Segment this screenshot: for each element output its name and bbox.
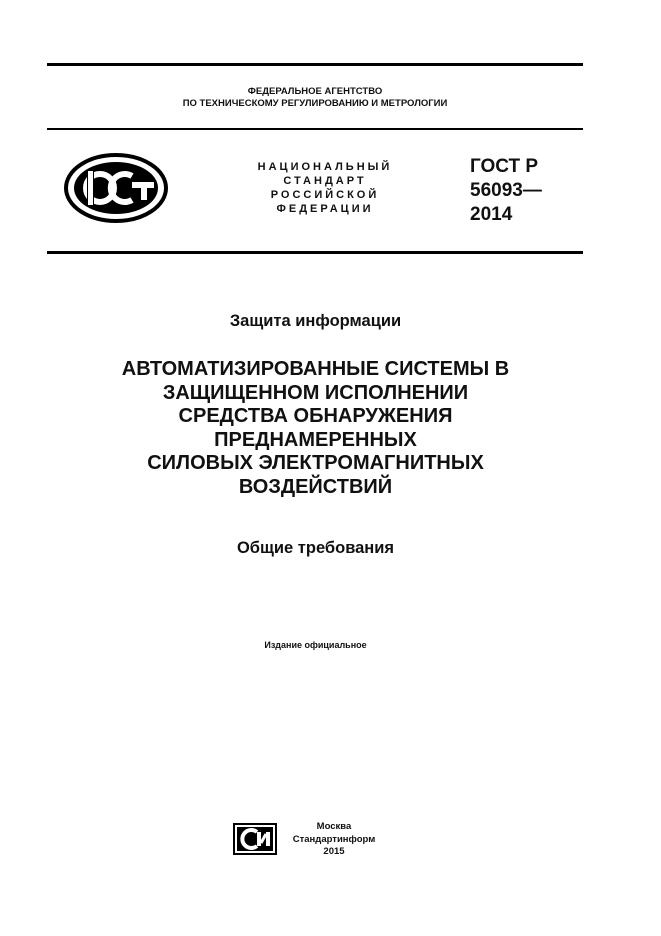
title-line-4: ПРЕДНАМЕРЕННЫХ — [214, 428, 417, 451]
national-line-2: СТАНДАРТ — [283, 175, 367, 187]
gost-line-1: ГОСТ Р — [470, 156, 539, 177]
series-title: Защита информации — [229, 312, 402, 330]
rst-certification-logo-icon — [62, 152, 172, 224]
gost-number — [470, 155, 542, 227]
header-divider — [47, 128, 583, 130]
national-line-1: НАЦИОНАЛЬНЫЙ — [257, 161, 393, 173]
national-standard-label — [250, 160, 400, 216]
title-line-2: ЗАЩИЩЕННОМ ИСПОЛНЕНИИ — [162, 381, 469, 404]
publisher-year: 2015 — [323, 846, 345, 857]
title-line-5: СИЛОВЫХ ЭЛЕКТРОМАГНИТНЫХ — [147, 452, 484, 474]
document-subtitle: Общие требования — [236, 539, 395, 557]
agency-line-1: ФЕДЕРАЛЬНОЕ АГЕНТСТВО — [247, 86, 383, 97]
publisher-name: Стандартинформ — [292, 833, 376, 845]
edition-note: Издание официальное — [264, 640, 367, 650]
gost-line-2: 56093— — [470, 180, 542, 201]
standard-block-divider — [47, 251, 583, 254]
document-title — [0, 358, 661, 499]
gost-line-3: 2014 — [470, 204, 513, 225]
title-line-1: АВТОМАТИЗИРОВАННЫЕ СИСТЕМЫ В — [121, 358, 510, 380]
publisher-block — [284, 821, 384, 859]
standartinform-logo-icon — [233, 823, 277, 855]
national-line-3: РОССИЙСКОЙ — [270, 189, 380, 201]
agency-name — [47, 86, 583, 110]
publisher-city: Москва — [316, 821, 352, 832]
agency-line-2: ПО ТЕХНИЧЕСКОМУ РЕГУЛИРОВАНИЮ И МЕТРОЛОГИИ — [182, 98, 448, 109]
title-line-6: ВОЗДЕЙСТВИЙ — [238, 475, 393, 498]
national-line-4: ФЕДЕРАЦИИ — [276, 203, 374, 215]
top-rule — [47, 63, 583, 66]
title-line-3: СРЕДСТВА ОБНАРУЖЕНИЯ — [178, 405, 453, 427]
